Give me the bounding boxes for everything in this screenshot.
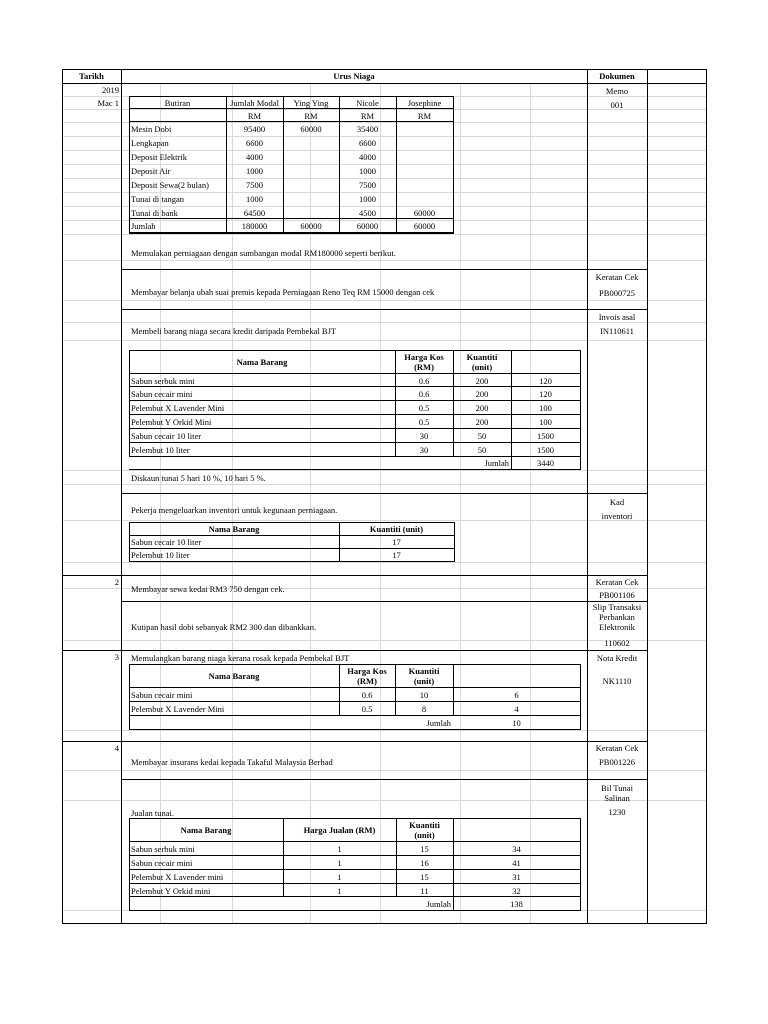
doc-laundry-number: 110602 (604, 638, 630, 648)
purchase-discount: Diskaun tunai 5 hari 10 %, 10 hari 5 %. (131, 473, 266, 483)
purchase-cell: 100 (539, 417, 552, 427)
header-date: Tarikh (79, 71, 104, 81)
purchase-cell: Sabun serbuk mini (131, 376, 195, 386)
doc-insurance-number: PB001226 (599, 757, 635, 767)
capital-cell: 180000 (241, 221, 268, 231)
capital-cell: 4000 (359, 152, 376, 162)
doc-cash-bill-number: 1230 (608, 807, 626, 817)
purchase-cell: 30 (419, 431, 429, 441)
doc-insurance: Keratan Cek (595, 743, 639, 753)
doc-cash-bill-copy: Salinan (604, 793, 630, 803)
capital-cell: 6600 (359, 138, 376, 148)
capital-cell: 6600 (246, 138, 263, 148)
purchase-cell: 0.5 (418, 403, 430, 413)
sales-header-qty: Kuantiti (409, 820, 440, 830)
purchase-cell: 200 (475, 389, 489, 399)
insurance-description: Membayar insurans kedai kepada Takaful Malaysia Berhad (131, 757, 333, 767)
sales-cell: 1 (337, 858, 342, 868)
sales-header-name: Nama Barang (180, 825, 232, 835)
purchase-total-label: Jumlah (484, 458, 509, 468)
date-month-day: Mac 1 (97, 98, 119, 108)
purchase-header-qty: Kuantiti (466, 352, 498, 362)
capital-cell: 60000 (300, 221, 322, 231)
capital-cell: 95400 (243, 124, 266, 134)
returns-header-cost-unit: (RM) (357, 676, 377, 686)
capital-cell: Tunai di tangan (131, 194, 185, 204)
capital-cell: 35400 (356, 124, 379, 134)
capital-cell: 7500 (246, 180, 263, 190)
purchase-header-cost: Harga Kos (404, 352, 444, 362)
capital-cell: 4000 (246, 152, 263, 162)
capital-header-item: Butiran (164, 98, 191, 108)
purchase-cell: 0.5 (418, 417, 430, 427)
purchase-cell: Pelembut 10 liter (131, 445, 190, 455)
capital-cell: 1000 (359, 194, 376, 204)
returns-header-qty-unit: (unit) (413, 676, 435, 686)
doc-laundry-2: Perbankan (599, 612, 635, 622)
inventory-cell: 17 (392, 550, 401, 560)
capital-cell: 4500 (359, 208, 376, 218)
returns-cell: 6 (514, 690, 519, 700)
purchase-cell: 30 (419, 445, 429, 455)
sales-cell: 34 (512, 844, 521, 854)
purchase-cell: 120 (539, 389, 552, 399)
sales-cell: Sabun serbuk mini (131, 844, 195, 854)
purchase-header-name: Nama Barang (236, 357, 288, 367)
rent-description: Membayar sewa kedai RM3 750 dengan cek. (131, 584, 285, 594)
purchase-cell: 200 (475, 403, 489, 413)
header-document: Dokumen (599, 71, 635, 81)
capital-header-total: Jumlah Modal (230, 98, 279, 108)
purchase-cell: 200 (475, 417, 489, 427)
capital-header-partner: Nicole (356, 98, 379, 108)
capital-cell: 60000 (413, 208, 436, 218)
sales-cell: 32 (512, 886, 521, 896)
doc-cash-bill: Bil Tunai (601, 783, 633, 793)
returns-description: Memulangkan barang niaga kerana rosak kepada Pembekal BJT (131, 653, 350, 663)
purchase-cell: Pelembut Y Orkid Mini (131, 417, 212, 427)
doc-credit-note-number: NK1110 (602, 676, 632, 686)
returns-cell: 4 (514, 704, 519, 714)
sales-cell: 1 (337, 886, 342, 896)
sales-description: Jualan tunai. (131, 808, 174, 818)
sales-header-qty-unit: (unit) (414, 830, 435, 840)
doc-laundry-1: Slip Transaksi (592, 602, 642, 612)
sales-cell: Pelembut X Lavender mini (131, 872, 224, 882)
capital-cell: Deposit Sewa(2 bulan) (131, 180, 209, 190)
doc-inventory-card-2: inventori (601, 511, 633, 521)
doc-memo-number: 001 (610, 100, 624, 110)
purchase-header-qty-unit: (unit) (471, 362, 493, 372)
capital-unit: RM (247, 111, 262, 121)
sales-cell: 16 (420, 858, 429, 868)
purchase-cell: 50 (477, 445, 487, 455)
returns-header-name: Nama Barang (208, 671, 260, 681)
doc-laundry-3: Elektronik (599, 622, 635, 632)
capital-unit: RM (360, 111, 375, 121)
purchase-cell: 50 (477, 431, 487, 441)
capital-unit: RM (417, 111, 432, 121)
sales-cell: 41 (512, 858, 521, 868)
capital-cell: Jumlah (131, 221, 156, 231)
returns-header-cost: Harga Kos (347, 666, 387, 676)
returns-cell: Pelembut X Lavender Mini (131, 704, 225, 714)
returns-cell: Sabun cecair mini (131, 690, 193, 700)
sales-header-price: Harga Jualan (RM) (303, 825, 376, 835)
purchase-description: Membeli barang niaga secara kredit daripada Pembekal BJT (131, 326, 337, 336)
purchase-cell: 0.6 (418, 389, 430, 399)
returns-total: 10 (512, 718, 521, 728)
purchase-cell: Sabun cecair 10 liter (131, 431, 202, 441)
sales-cell: 1 (337, 844, 342, 854)
capital-cell: Deposit Air (131, 166, 171, 176)
returns-total-label: Jumlah (426, 718, 451, 728)
purchase-cell: 100 (539, 403, 552, 413)
purchase-cell: 0.6 (418, 376, 430, 386)
doc-credit-note: Nota Kredit (596, 653, 638, 663)
sales-total-label: Jumlah (426, 899, 451, 909)
doc-renovation-number: PB000725 (599, 288, 635, 298)
renovation-description: Membayar belanja ubah suai premis kepada Perniagaan Reno Teq RM 15000 dengan cek (131, 287, 435, 297)
capital-cell: 1000 (246, 194, 263, 204)
capital-cell: 7500 (359, 180, 376, 190)
returns-cell: 0.5 (361, 704, 373, 714)
capital-cell: 1000 (246, 166, 263, 176)
sales-total: 138 (510, 899, 523, 909)
capital-cell: 60000 (356, 221, 379, 231)
capital-header-partner: Ying Ying (293, 98, 329, 108)
sales-cell: 15 (420, 844, 429, 854)
capital-header-partner: Josephine (407, 98, 442, 108)
doc-memo: Memo (605, 86, 629, 96)
returns-cell: 10 (419, 690, 429, 700)
doc-invoice: Invois asal (598, 312, 636, 322)
sales-cell: Pelembut Y Orkid mini (131, 886, 211, 896)
sales-cell: 15 (420, 872, 429, 882)
date-day-3: 3 (114, 652, 119, 662)
inventory-cell: Pelembut 10 liter (131, 550, 190, 560)
inventory-header-name: Nama Barang (208, 524, 260, 534)
doc-inventory-card: Kad (609, 497, 625, 507)
date-year: 2019 (102, 85, 119, 95)
capital-unit: RM (304, 111, 318, 121)
doc-rent-number: PB001106 (599, 590, 635, 600)
doc-rent: Keratan Cek (595, 577, 639, 587)
date-day-2: 2 (114, 577, 119, 587)
purchase-cell: 200 (475, 376, 489, 386)
header-transaction: Urus Niaga (333, 71, 375, 81)
sales-cell: Sabun cecair mini (131, 858, 193, 868)
purchase-cell: 120 (539, 376, 552, 386)
returns-cell: 0.6 (361, 690, 373, 700)
purchase-cell: Sabun cecair mini (131, 389, 193, 399)
capital-cell: 60000 (413, 221, 436, 231)
capital-description: Memulakan perniagaan dengan sumbangan modal RM180000 seperti berikut. (131, 248, 396, 258)
capital-cell: 1000 (359, 166, 376, 176)
purchase-total: 3440 (537, 458, 554, 468)
laundry-description: Kutipan hasil dobi sebanyak RM2 300 dan dibankkan. (131, 622, 317, 632)
date-day-4: 4 (114, 743, 119, 753)
purchase-cell: Pelembut X Lavender Mini (131, 403, 225, 413)
sales-cell: 31 (512, 872, 521, 882)
capital-cell: 64500 (243, 208, 266, 218)
inventory-cell: 17 (392, 537, 401, 547)
inventory-header-qty: Kuantiti (unit) (369, 524, 424, 534)
sales-cell: 11 (420, 886, 429, 896)
returns-header-qty: Kuantiti (408, 666, 440, 676)
inventory-description: Pekerja mengeluarkan inventori untuk kegunaan perniagaan. (131, 505, 338, 515)
purchase-header-cost-unit: (RM) (414, 362, 434, 372)
capital-cell: Deposit Elektrik (131, 152, 187, 162)
capital-cell: Tunai di bank (131, 208, 178, 218)
capital-cell: 60000 (300, 124, 322, 134)
returns-cell: 8 (421, 704, 427, 714)
inventory-cell: Sabun cecair 10 liter (131, 537, 202, 547)
purchase-cell: 1500 (537, 431, 554, 441)
sales-cell: 1 (337, 872, 342, 882)
capital-cell: Lengkapan (131, 138, 169, 148)
doc-invoice-number: IN110611 (600, 326, 634, 336)
doc-renovation: Keratan Cek (595, 272, 639, 282)
purchase-cell: 1500 (537, 445, 554, 455)
capital-cell: Mesin Dobi (131, 124, 172, 134)
